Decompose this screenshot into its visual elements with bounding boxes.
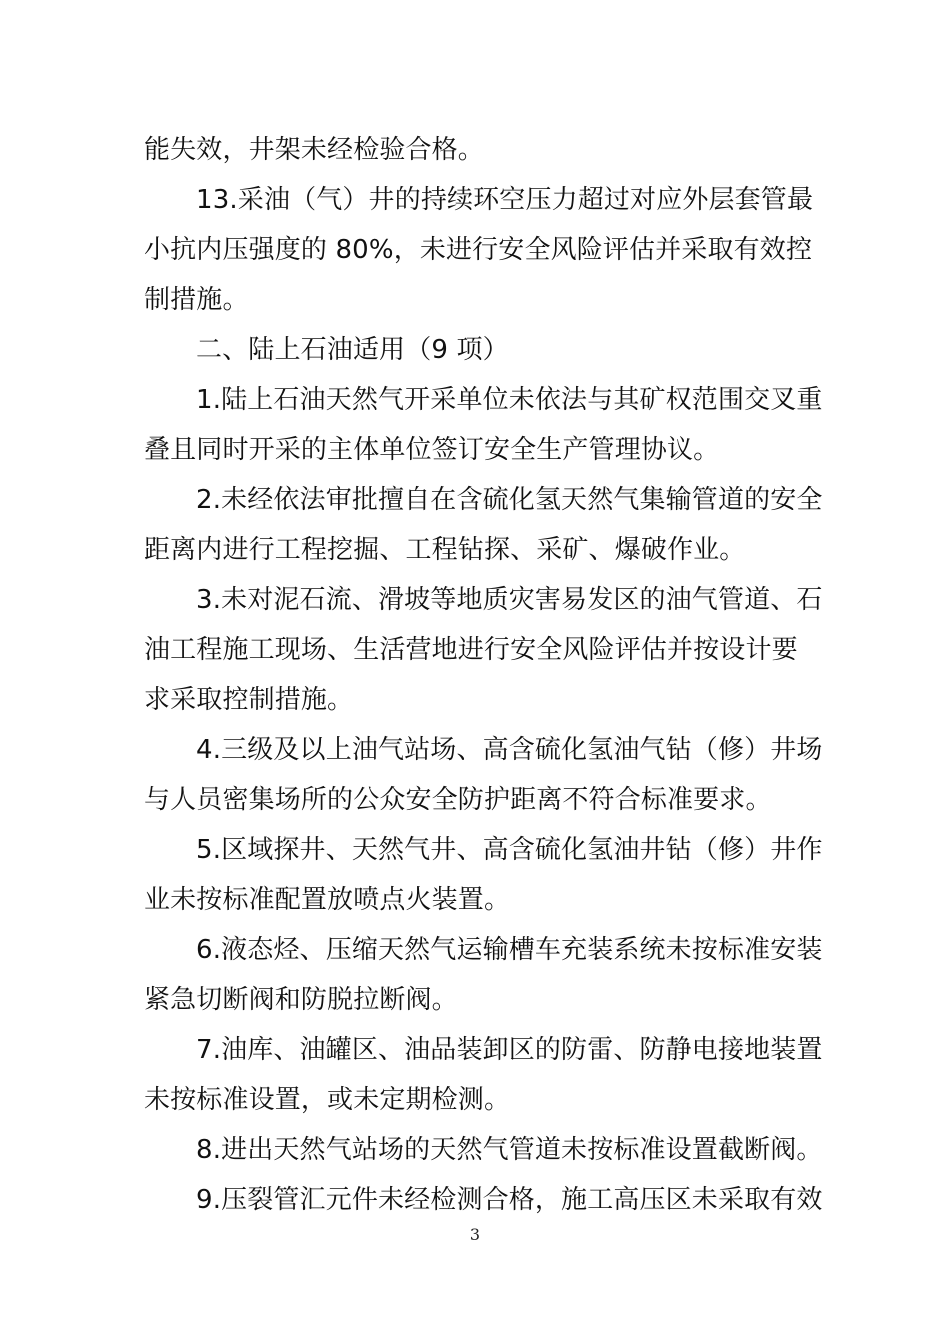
- text-line: 求采取控制措施。: [144, 685, 354, 715]
- text-line: 9.压裂管汇元件未经检测合格，施工高压区未采取有效: [196, 1185, 823, 1215]
- text-line: 未按标准设置，或未定期检测。: [144, 1085, 511, 1115]
- text-line: 2.未经依法审批擅自在含硫化氢天然气集输管道的安全: [196, 485, 823, 515]
- text-line: 能失效，井架未经检验合格。: [144, 135, 484, 165]
- text-line: 8.进出天然气站场的天然气管道未按标准设置截断阀。: [196, 1135, 823, 1165]
- text-line: 7.油库、油罐区、油品装卸区的防雷、防静电接地装置: [196, 1035, 823, 1065]
- text-line: 1.陆上石油天然气开采单位未依法与其矿权范围交叉重: [196, 385, 823, 415]
- text-line: 叠且同时开采的主体单位签订安全生产管理协议。: [144, 435, 720, 465]
- text-line: 业未按标准配置放喷点火装置。: [144, 885, 511, 915]
- page-number: 3: [469, 1225, 481, 1244]
- text-line: 4.三级及以上油气站场、高含硫化氢油气钻（修）井场: [196, 735, 823, 765]
- text-line: 3.未对泥石流、滑坡等地质灾害易发区的油气管道、石: [196, 585, 823, 615]
- text-line: 6.液态烃、压缩天然气运输槽车充装系统未按标准安装: [196, 935, 823, 965]
- text-line: 油工程施工现场、生活营地进行安全风险评估并按设计要: [144, 635, 798, 665]
- text-line: 与人员密集场所的公众安全防护距离不符合标准要求。: [144, 785, 772, 815]
- text-line: 13.采油（气）井的持续环空压力超过对应外层套管最: [196, 185, 814, 215]
- text-line: 5.区域探井、天然气井、高含硫化氢油井钻（修）井作: [196, 835, 823, 865]
- text-line: 小抗内压强度的 80%，未进行安全风险评估并采取有效控: [144, 235, 813, 265]
- document-body: [144, 125, 823, 1225]
- text-line: 制措施。: [144, 285, 249, 315]
- text-line: 距离内进行工程挖掘、工程钻探、采矿、爆破作业。: [144, 535, 746, 565]
- text-line: 二、陆上石油适用（9 项）: [196, 335, 509, 365]
- text-line: 紧急切断阀和防脱拉断阀。: [144, 985, 458, 1015]
